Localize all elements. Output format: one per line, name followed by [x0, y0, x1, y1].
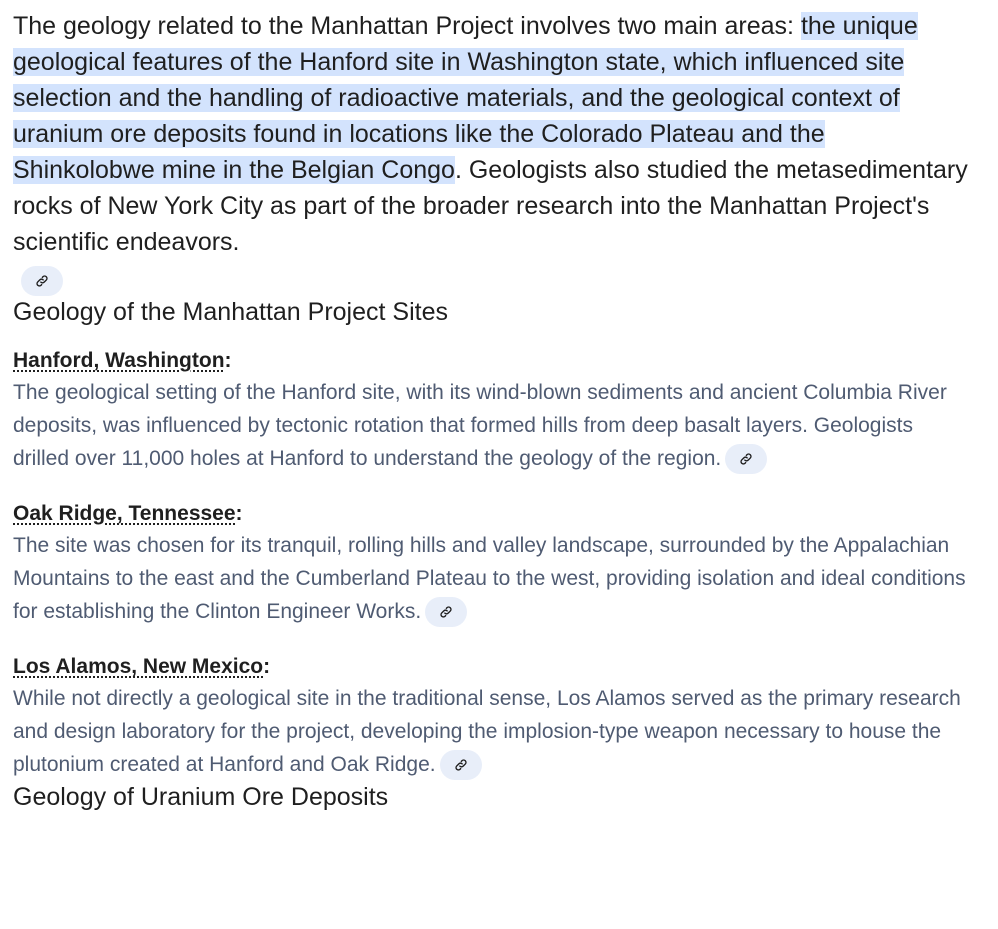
item-body-text: The geological setting of the Hanford site, with its wind-blown sediments and ancient Columbia River deposits, was influenced by tectonic rotation that formed hills from deep basalt layers. Geologists drilled over 11,000 holes at Hanford to understand the geology of the region.: [13, 381, 947, 470]
intro-paragraph: [13, 8, 973, 260]
section-heading-sites: Geology of the Manhattan Project Sites: [13, 298, 448, 326]
intro-text-before: The geology related to the Manhattan Project involves two main areas:: [13, 12, 801, 40]
item-title-row: [13, 499, 973, 529]
link-icon: [439, 605, 453, 619]
intro-citation-chip[interactable]: [21, 266, 63, 296]
list-item: [13, 652, 973, 781]
item-body-text: While not directly a geological site in the traditional sense, Los Alamos served as the primary research and design laboratory for the project, developing the implosion-type weapon necessary to house the plutonium created at Hanford and Oak Ridge.: [13, 687, 961, 776]
item-title-los-alamos[interactable]: Los Alamos, New Mexico: [13, 655, 264, 678]
citation-chip-los-alamos[interactable]: [440, 750, 482, 780]
item-title-row: [13, 652, 973, 682]
section-heading-uranium: Geology of Uranium Ore Deposits: [13, 783, 389, 811]
list-item: [13, 346, 973, 475]
item-body-oak-ridge: [13, 529, 973, 628]
intro-text-after: . Geologists also studied the metasedimentary rocks of New York City as part of the broader research into the Manhattan Project's scientific endeavors.: [13, 156, 968, 256]
item-title-oak-ridge[interactable]: Oak Ridge, Tennessee: [13, 502, 236, 525]
item-title-row: [13, 346, 973, 376]
item-body-los-alamos: [13, 682, 973, 781]
citation-chip-oak-ridge[interactable]: [425, 597, 467, 627]
item-title-hanford[interactable]: Hanford, Washington: [13, 349, 225, 372]
link-icon: [739, 452, 753, 466]
item-body-hanford: [13, 376, 973, 475]
item-title-colon: :: [235, 502, 243, 525]
list-item: [13, 499, 973, 628]
link-icon: [454, 758, 468, 772]
intro-citation-row: [21, 266, 973, 296]
citation-chip-hanford[interactable]: [725, 444, 767, 474]
item-body-text: The site was chosen for its tranquil, rolling hills and valley landscape, surrounded by the Appalachian Mountains to the east and the Cumberland Plateau to the west, providing isolation and ideal conditions for establishing the Clinton Engineer Works.: [13, 534, 966, 623]
item-title-colon: :: [224, 349, 232, 372]
item-title-colon: :: [263, 655, 271, 678]
sites-list: [13, 346, 973, 781]
link-icon: [35, 274, 49, 288]
intro-highlighted-text[interactable]: the unique geological features of the Hanford site in Washington state, which influenced site selection and the handling of radioactive materials, and the geological context of uranium ore deposits found in locations like the Colorado Plateau and the Shinkolobwe mine in the Belgian Congo: [13, 12, 918, 184]
